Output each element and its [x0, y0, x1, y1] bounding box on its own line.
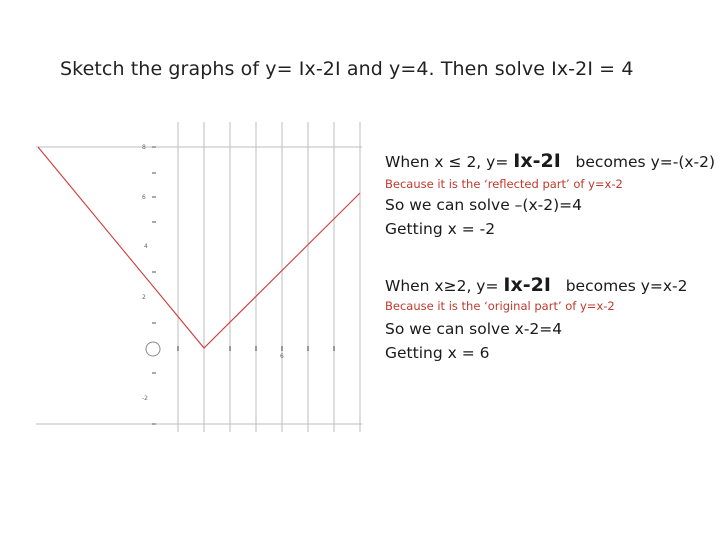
- case2-line: [385, 274, 688, 296]
- slide-title: Sketch the graphs of y= Ix-2I and y=4. Then solve Ix-2I = 4: [60, 58, 634, 80]
- case2-solve: So we can solve x-2=4: [385, 320, 563, 338]
- case1-result: becomes y=-(x-2): [575, 153, 716, 171]
- abs-value-graph: [38, 147, 360, 348]
- case2-condition: When x≥2, y=: [385, 277, 499, 295]
- case1-reason: Because it is the ‘reflected part’ of y=x-2: [385, 177, 623, 191]
- y-tick-label-neg2: -2: [142, 395, 148, 402]
- case2-answer: Getting x = 6: [385, 344, 490, 362]
- case2-reason: Because it is the ‘original part’ of y=x-2: [385, 299, 615, 313]
- y-tick-label-4: 4: [144, 243, 148, 250]
- y-tick-label-6: 6: [142, 194, 146, 201]
- x-axis-ticks: [178, 346, 334, 351]
- case2-result: becomes y=x-2: [565, 277, 688, 295]
- case1-solve: So we can solve –(x-2)=4: [385, 196, 582, 214]
- case1-abs-expression: Ix-2I: [513, 150, 561, 172]
- case2-abs-expression: Ix-2I: [503, 274, 551, 296]
- case1-condition: When x ≤ 2, y=: [385, 153, 509, 171]
- grid-lines: [36, 122, 362, 432]
- case1-answer: Getting x = -2: [385, 220, 496, 238]
- origin-circle: [146, 342, 160, 356]
- x-tick-label-6: 6: [280, 353, 284, 360]
- y-tick-label-8: 8: [142, 144, 146, 151]
- case1-line: [385, 150, 715, 172]
- y-tick-label-2: 2: [142, 294, 146, 301]
